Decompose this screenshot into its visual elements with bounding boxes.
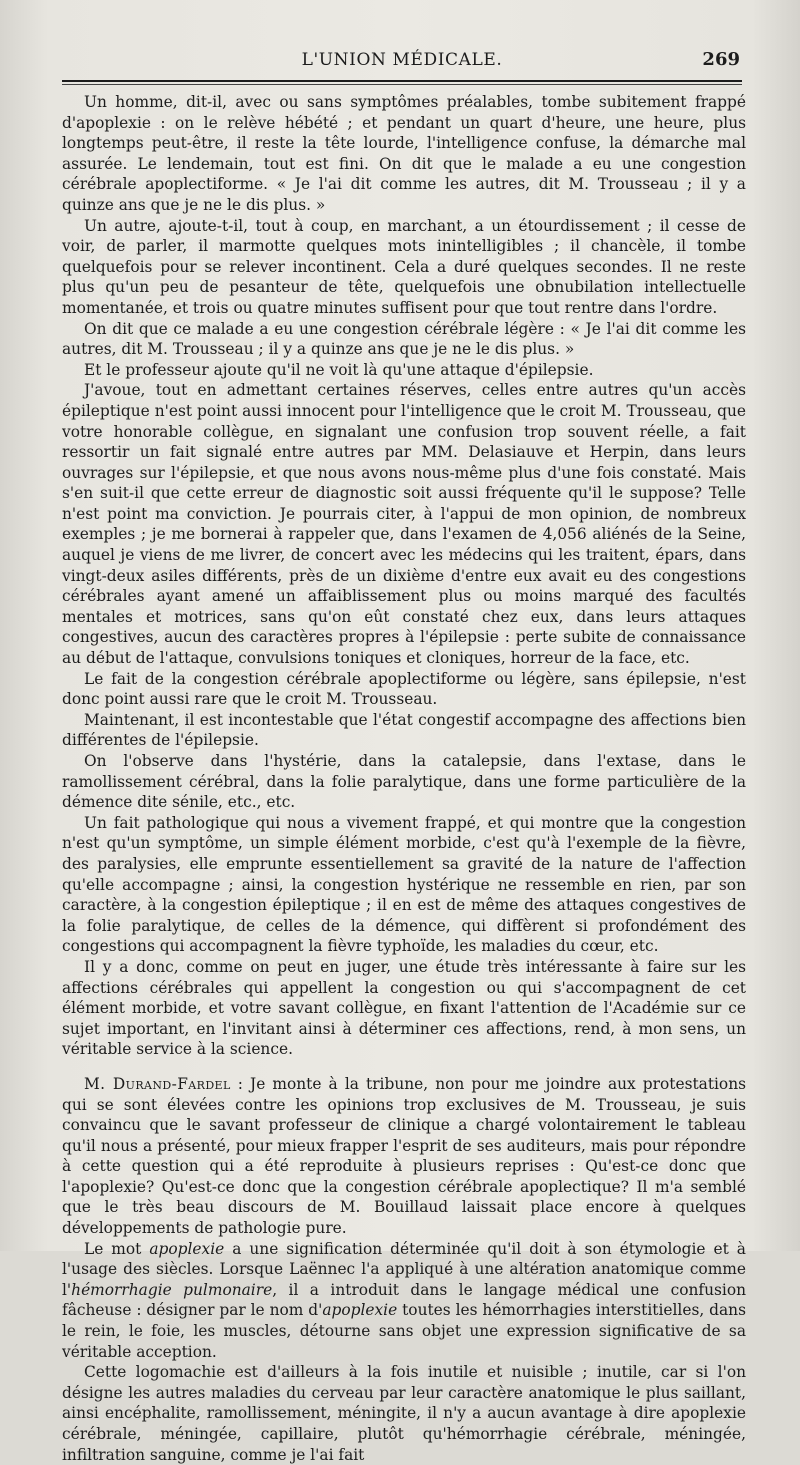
text-run: Le mot <box>84 1239 150 1258</box>
article-body <box>62 92 746 1465</box>
text-run: , il a introduit dans le langage médical une confusion fâcheuse : désigner par le nom d' <box>62 1280 746 1320</box>
page-number: 269 <box>702 49 740 70</box>
italic-term: hémorrhagie pulmonaire <box>71 1280 273 1299</box>
italic-term: apoplexie <box>322 1301 398 1320</box>
paragraph <box>62 1239 746 1363</box>
italic-term: apoplexie <box>149 1239 225 1258</box>
paragraph: Et le professeur ajoute qu'il ne voit là qu'une attaque d'épilepsie. <box>84 360 594 379</box>
text-run: toutes les hémorrhagies interstitielles, dans le rein, le foie, les muscles, détourne sans objet une expression significative de sa véritable acception. <box>62 1301 746 1361</box>
page-header <box>62 48 742 76</box>
paragraph: Maintenant, il est incontestable que l'état congestif accompagne des affections bien différentes de l'épilepsie. <box>62 710 746 750</box>
text-run: a une signification déterminée qu'il doit à son étymologie et à l'usage des siècles. Lorsque Laënnec l'a appliqué à une altération anatomique comme l' <box>62 1239 746 1299</box>
speaker-text: : Je monte à la tribune, non pour me joindre aux protestations qui se sont élevées contre les opinions trop exclusives de M. Trousseau, je suis convaincu que le savant professeur de clinique a chargé volontairement le tableau qu'il nous a présenté, pour mieux frapper l'esprit de ses auditeurs, mais pour répondre à cette question qui a été reproduite à plusieurs reprises : Qu'est-ce donc que l'apoplexie? Qu'est-ce donc que la congestion cérébrale apoplectique? Il m'a semblé que le très beau discours de M. Bouillaud laissait place encore à quelques développements de pathologie pure. <box>62 1074 747 1238</box>
paragraph: Un autre, ajoute-t-il, tout à coup, en marchant, a un étourdissement ; il cesse de voir, de parler, il marmotte quelques mots inintelligibles ; il chancèle, il tombe quelquefois pour se relever incontinent. Cela a duré quelques secondes. Il ne reste plus qu'un peu de pesanteur de tête, quelquefois une obnubilation intellectuelle momentanée, et trois ou quatre minutes suffisent pour que tout rentre dans l'ordre. <box>62 216 746 317</box>
paragraph: Un fait pathologique qui nous a vivement frappé, et qui montre que la congestion n'est qu'un symptôme, un simple élément morbide, c'est qu'à l'exemple de la fièvre, des paralysies, elle emprunte essentiellement sa gravité de la nature de l'affection qu'elle accompagne ; ainsi, la congestion hystérique ne ressemble en rien, par son caractère, à la congestion épileptique ; il en est de même des attaques congestives de la folie paralytique, de celles de la démence, qui diffèrent si profondément des congestions qui accompagnent la fièvre typhoïde, les maladies du cœur, etc. <box>62 813 746 956</box>
paragraph-speaker <box>62 1074 746 1239</box>
speaker-name: M. Durand-Fardel <box>84 1074 231 1093</box>
header-rule <box>62 80 742 82</box>
paragraph: Cette logomachie est d'ailleurs à la fois inutile et nuisible ; inutile, car si l'on désigne les autres maladies du cerveau par leur caractère anatomique le plus saillant, ainsi encéphalite, ramollissement, méningite, il n'y a aucun avantage à dire apoplexie cérébrale, méningée, capillaire, plutôt qu'hémorrhagie cérébrale, méningée, infiltration sanguine, comme je l'ai fait <box>62 1363 746 1464</box>
running-title: L'UNION MÉDICALE. <box>301 50 503 70</box>
paragraph: On l'observe dans l'hystérie, dans la catalepsie, dans l'extase, dans le ramollissement cérébral, dans la folie paralytique, dans une forme particulière de la démence dite sénile, etc., etc. <box>62 752 746 812</box>
paragraph: J'avoue, tout en admettant certaines réserves, celles entre autres qu'un accès épileptique n'est point aussi innocent pour l'intelligence que le croit M. Trousseau, que votre honorable collègue, en signalant une confusion trop souvent réelle, a fait ressortir un fait signalé entre autres par MM. Delasiauve et Herpin, dans leurs ouvrages sur l'épilepsie, et que nous avons nous-même plus d'une fois constaté. Mais s'en suit-il que cette erreur de diagnostic soit aussi fréquente qu'il le suppose? Telle n'est point ma conviction. Je pourrais citer, à l'appui de mon opinion, de nombreux exemples ; je me bornerai à rappeler que, dans l'examen de 4,056 aliénés de la Seine, auquel je viens de me livrer, de concert avec les médecins qui les traitent, épars, dans vingt-deux asiles différents, près de un dixième d'entre eux avait eu des congestions cérébrales ayant amené un affaiblissement plus ou moins marqué des facultés mentales et motrices, sans qu'on eût constaté chez eux, dans leurs attaques congestives, aucun des caractères propres à l'épilepsie : perte subite de connaissance au début de l'attaque, convulsions toniques et cloniques, horreur de la face, etc. <box>62 381 746 668</box>
paragraph: Le fait de la congestion cérébrale apoplectiforme ou légère, sans épilepsie, n'est donc point aussi rare que le croit M. Trousseau. <box>62 669 746 709</box>
paragraph: Il y a donc, comme on peut en juger, une étude très intéressante à faire sur les affections cérébrales qui appellent la congestion ou qui s'accompagnent de cet élément morbide, et votre savant collègue, en fixant l'attention de l'Académie sur ce sujet important, en l'invitant ainsi à déterminer ces affections, rend, à mon sens, un véritable service à la science. <box>62 957 746 1059</box>
paragraph: On dit que ce malade a eu une congestion cérébrale légère : « Je l'ai dit comme les autres, dit M. Trousseau ; il y a quinze ans que je ne le dis plus. » <box>62 319 746 359</box>
paragraph: Un homme, dit-il, avec ou sans symptômes préalables, tombe subitement frappé d'apoplexie : on le relève hébété ; et pendant un quart d'heure, une heure, plus longtemps peut-être, il reste la tête lourde, l'intelligence confuse, la démarche mal assurée. Le lendemain, tout est fini. On dit que le malade a eu une congestion cérébrale apoplectiforme. « Je l'ai dit comme les autres, dit M. Trousseau ; il y a quinze ans que je ne le dis plus. » <box>62 93 746 214</box>
